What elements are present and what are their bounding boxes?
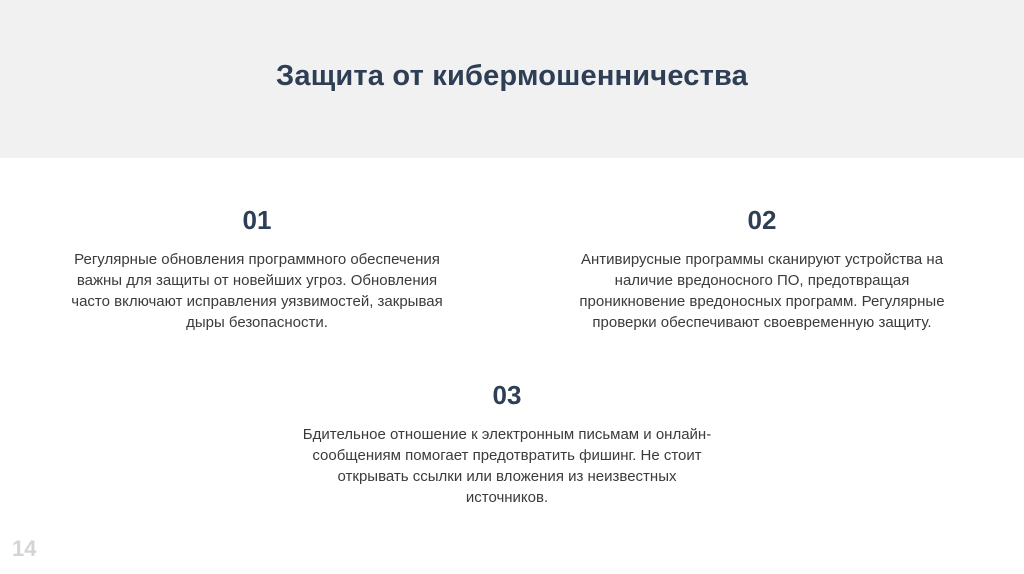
slide-title: Защита от кибермошенничества bbox=[276, 60, 748, 92]
point-number: 01 bbox=[242, 205, 272, 235]
point-item-03 bbox=[302, 380, 712, 508]
point-number: 02 bbox=[747, 205, 777, 235]
point-text: Регулярные обновления программного обеспечения важны для защиты от новейших угроз. Обновления часто включают исправления уязвимостей, закрывая дыры безопасности. bbox=[71, 251, 443, 331]
point-text: Антивирусные программы сканируют устройства на наличие вредоносного ПО, предотвращая проникновение вредоносных программ. Регулярные проверки обеспечивают своевременную защиту. bbox=[579, 251, 945, 331]
point-text: Бдительное отношение к электронным письмам и онлайн-сообщениям помогает предотвратить фишинг. Не стоит открывать ссылки или вложения из неизвестных источников. bbox=[302, 426, 712, 506]
point-item-02 bbox=[562, 205, 962, 333]
point-item-01 bbox=[62, 205, 452, 333]
page-number: 14 bbox=[12, 536, 37, 561]
point-number: 03 bbox=[492, 380, 522, 410]
